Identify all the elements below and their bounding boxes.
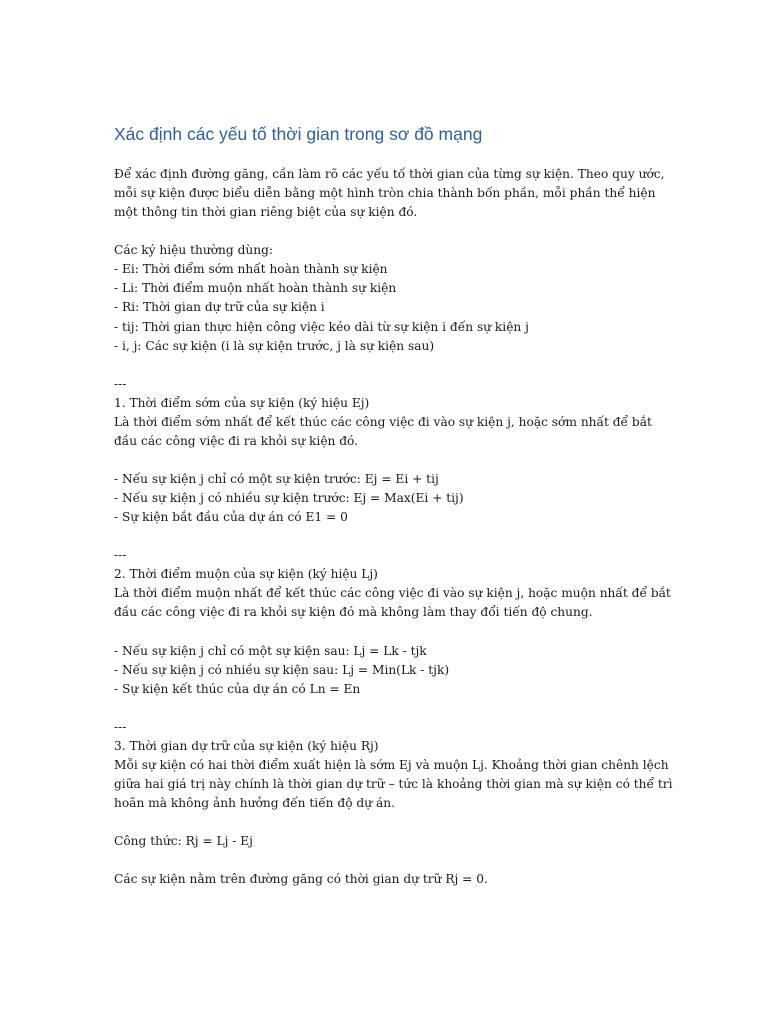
text-line: - Li: Thời điểm muộn nhất hoàn thành sự kiện — [114, 281, 397, 296]
text-line: --- — [114, 548, 127, 563]
text-line: - Sự kiện bắt đầu của dự án có E1 = 0 — [114, 510, 348, 525]
text-line: giữa hai giá trị này chính là thời gian dự trữ – tức là khoảng thời gian mà sự kiện có thể trì — [114, 777, 673, 791]
text-line: Các ký hiệu thường dùng: — [114, 243, 273, 258]
text-line: - i, j: Các sự kiện (i là sự kiện trước, j là sự kiện sau) — [114, 338, 435, 353]
text-line: Các sự kiện nằm trên đường găng có thời gian dự trữ Rj = 0. — [114, 872, 488, 887]
text-line: một thông tin thời gian riêng biệt của sự kiện đó. — [114, 205, 418, 220]
text-line: - Nếu sự kiện j có nhiều sự kiện trước: Ej = Max(Ei + tij) — [114, 491, 464, 506]
text-line — [114, 527, 674, 546]
text-line: - Nếu sự kiện j chỉ có một sự kiện sau: Lj = Lk - tjk — [114, 643, 427, 658]
text-line — [114, 851, 674, 870]
text-line: - Ri: Thời gian dự trữ của sự kiện i — [114, 300, 325, 315]
text-line — [114, 356, 674, 375]
text-line: mỗi sự kiện được biểu diễn bằng một hình tròn chia thành bốn phần, mỗi phần thể hiện — [114, 186, 656, 201]
text-line: Công thức: Rj = Lj - Ej — [114, 834, 253, 849]
document-body — [114, 165, 674, 889]
text-line — [114, 699, 674, 718]
text-line: 1. Thời điểm sớm của sự kiện (ký hiệu Ej) — [114, 395, 370, 410]
text-line: Là thời điểm muộn nhất để kết thúc các công việc đi vào sự kiện j, hoặc muộn nhất để bắt — [114, 586, 671, 601]
text-line: - Nếu sự kiện j có nhiều sự kiện sau: Lj = Min(Lk - tjk) — [114, 662, 450, 677]
text-line: - Ei: Thời điểm sớm nhất hoàn thành sự kiện — [114, 262, 388, 277]
text-line — [114, 813, 674, 832]
text-line: 2. Thời điểm muộn của sự kiện (ký hiệu Lj) — [114, 567, 378, 582]
text-line — [114, 623, 674, 642]
text-line — [114, 222, 674, 241]
text-line: --- — [114, 719, 127, 734]
text-line: đầu các công việc đi ra khỏi sự kiện đó mà không làm thay đổi tiến độ chung. — [114, 605, 593, 620]
text-line: Mỗi sự kiện có hai thời điểm xuất hiện là sớm Ej và muộn Lj. Khoảng thời gian chênh lệch — [114, 757, 669, 772]
text-line: - Nếu sự kiện j chỉ có một sự kiện trước: Ej = Ei + tij — [114, 472, 439, 486]
text-line: - Sự kiện kết thúc của dự án có Ln = En — [114, 681, 361, 696]
text-line: Là thời điểm sớm nhất để kết thúc các công việc đi vào sự kiện j, hoặc sớm nhất để bắt — [114, 414, 652, 429]
text-line: đầu các công việc đi ra khỏi sự kiện đó. — [114, 433, 359, 448]
document-title: Xác định các yếu tố thời gian trong sơ đồ mạng — [114, 124, 483, 144]
text-line: Để xác định đường găng, cần làm rõ các yếu tố thời gian của từng sự kiện. Theo quy ước, — [114, 167, 665, 181]
text-line: 3. Thời gian dự trữ của sự kiện (ký hiệu Rj) — [114, 738, 379, 753]
text-line: --- — [114, 376, 127, 391]
text-line: hoãn mà không ảnh hưởng đến tiến độ dự án. — [114, 796, 395, 811]
text-line — [114, 451, 674, 470]
text-line: - tij: Thời gian thực hiện công việc kéo dài từ sự kiện i đến sự kiện j — [114, 319, 529, 334]
